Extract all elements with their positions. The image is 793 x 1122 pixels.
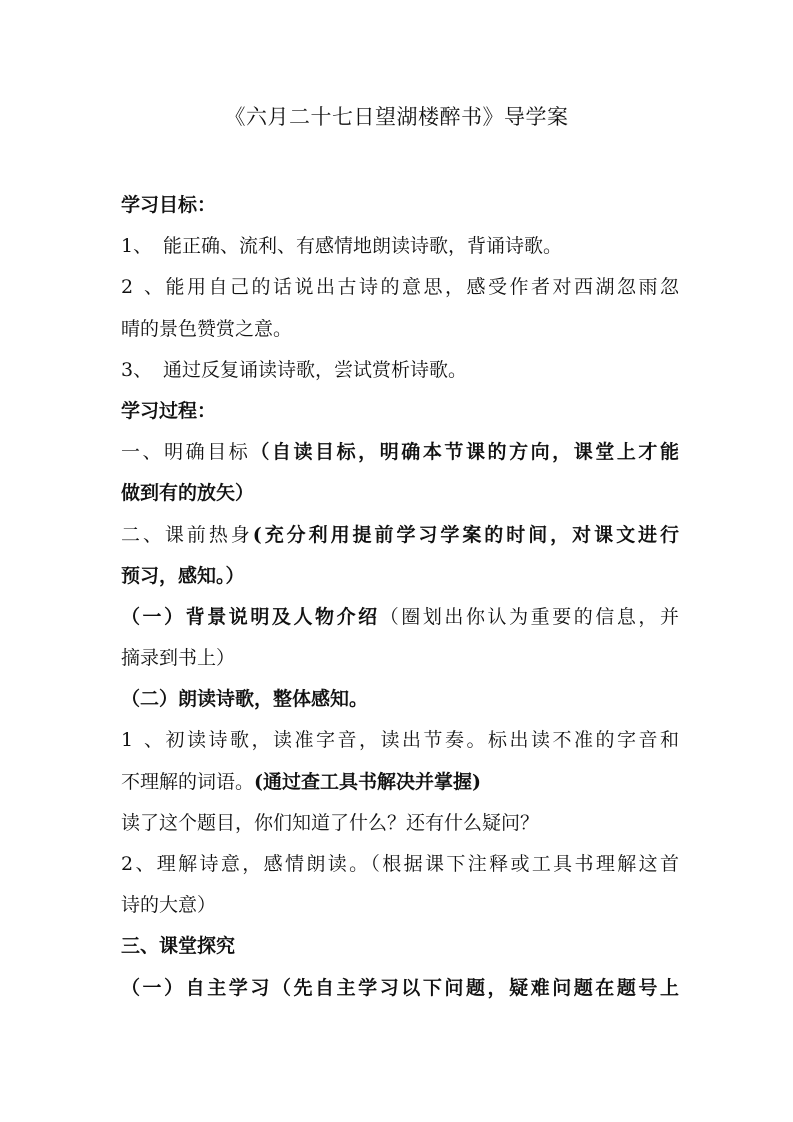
step-2-label: 二、课前热身 xyxy=(121,523,253,546)
sub-1-text-b: 摘录到书上） xyxy=(121,647,236,670)
goals-heading: 学习目标： xyxy=(121,194,217,216)
goal-3 xyxy=(121,350,679,391)
goal-3-number: 3、 xyxy=(121,358,153,381)
sub-3-heading: （一）自主学习（先自主学习以下问题，疑难问题在题号上 xyxy=(121,976,679,999)
step-2-line-1 xyxy=(121,515,679,556)
goal-2-text-a: 能用自己的话说出古诗的意思，感受作者对西湖忽雨忽 xyxy=(163,276,679,299)
sub-1-line-1 xyxy=(121,597,679,638)
step-3-heading: 三、课堂探究 xyxy=(121,935,236,958)
goal-2-line-2: 晴的景色赞赏之意。 xyxy=(121,317,293,340)
item-1-line-2 xyxy=(121,762,679,803)
goal-1-text: 能正确、流利、有感情地朗读诗歌，背诵诗歌。 xyxy=(163,235,563,258)
item-2-line-2: 诗的大意） xyxy=(121,894,217,917)
item-1-note: (通过查工具书解决并掌握) xyxy=(254,770,481,793)
step-2-note-a: (充分利用提前学习学案的时间，对课文进行 xyxy=(252,523,679,546)
document-body xyxy=(121,185,679,1009)
item-1-text-b: 不理解的词语。 xyxy=(121,770,255,793)
question-line: 读了这个题目，你们知道了什么？还有什么疑问？ xyxy=(121,811,540,834)
sub-1-text-a: （圈划出你认为重要的信息，并 xyxy=(379,605,679,628)
goal-3-text: 通过反复诵读诗歌，尝试赏析诗歌。 xyxy=(163,358,468,381)
step-1-line-1 xyxy=(121,432,679,473)
goal-2-line-1 xyxy=(121,267,679,308)
step-1-note-b: 做到有的放矢） xyxy=(121,482,255,505)
step-1-label: 一、明确目标 xyxy=(121,441,251,464)
item-1-number: 1、 xyxy=(121,729,163,752)
sub-1-heading: （一）背景说明及人物介绍 xyxy=(121,605,380,628)
goal-2-number: 2、 xyxy=(121,276,163,299)
goal-1 xyxy=(121,226,679,267)
item-2-line-1: 2、理解诗意，感情朗读。（根据课下注释或工具书理解这首 xyxy=(121,853,679,875)
goal-1-number: 1、 xyxy=(121,235,153,258)
process-heading: 学习过程： xyxy=(121,399,217,422)
item-1-text-a: 初读诗歌，读准字音，读出节奏。标出读不准的字音和 xyxy=(163,729,679,752)
document-title: 《六月二十七日望湖楼醉书》导学案 xyxy=(224,105,569,129)
sub-2-heading: （二）朗读诗歌，整体感知。 xyxy=(121,688,369,711)
step-2-note-b: 预习，感知。） xyxy=(121,564,245,587)
step-1-note-a: （自读目标，明确本节课的方向，课堂上才能 xyxy=(250,441,679,464)
item-1-line-1 xyxy=(121,720,679,761)
